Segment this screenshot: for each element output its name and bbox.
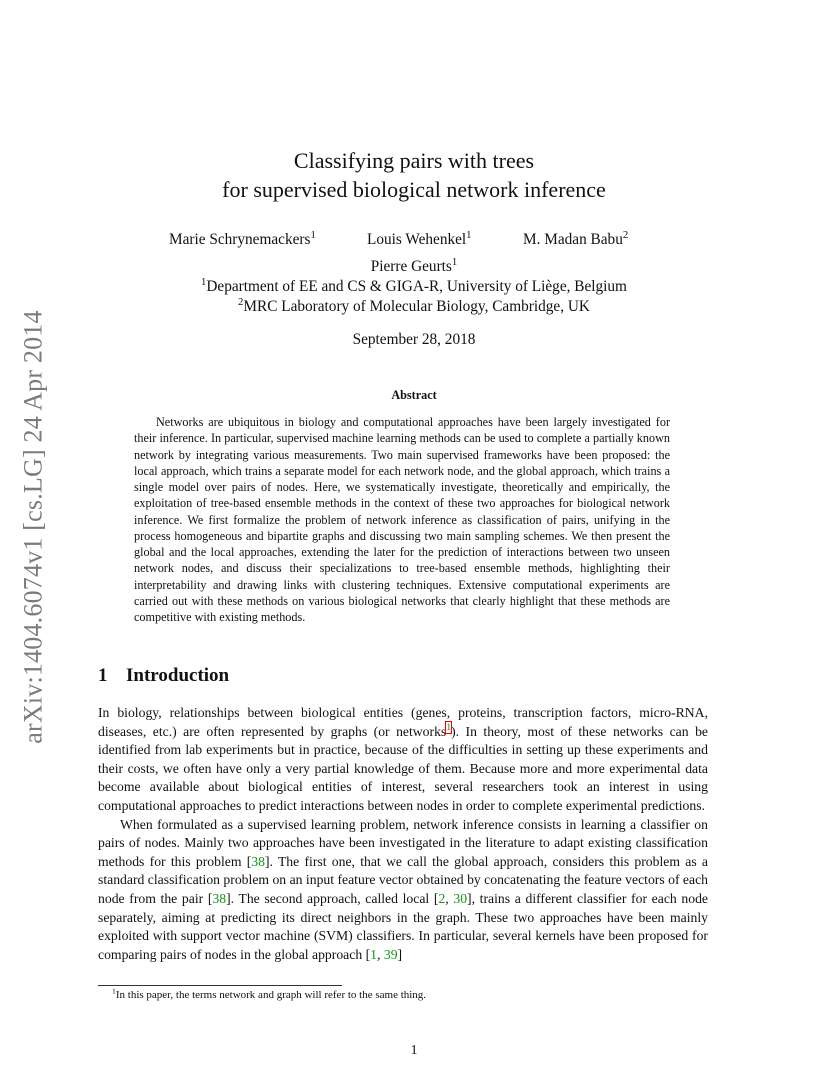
paragraph-1 [98,704,708,816]
citation-link[interactable]: 30 [453,890,468,906]
author-4 [0,257,828,277]
affiliation-2 [0,297,828,317]
section-heading [98,665,229,687]
author-name: Marie Schrynemackers [169,231,311,248]
text-run: ]. The first one, that we call the global approach, considers this problem as a standard classification problem on an input feature vector obtained by concatenating the feature vectors of each node from the pair [ [98,853,708,906]
arxiv-side-stamp [14,292,54,762]
section-title: Introduction [126,665,230,686]
paper-title [0,146,828,204]
author-affil-mark: 1 [310,228,316,241]
author-name: Louis Wehenkel [367,231,467,248]
title-line-2: for supervised biological network inference [222,177,606,202]
text-run: In biology, relationships between biological entities (genes, proteins, transcription factors, micro-RNA, diseases, etc.) are often represented by graphs (or networks [98,705,708,739]
text-run: ] [397,946,403,962]
arxiv-identifier: arXiv:1404.6074v1 [cs.LG] 24 Apr 2014 [19,310,48,744]
footnote-mark: 1 [112,986,116,996]
page-number: 1 [410,1042,418,1057]
paragraph-2: When formulated as a supervised learning problem, network inference consists in learning a classifier on pairs of nodes. Mainly two approaches have been investigated in the literature to adapt existing classification methods for this problem [38]. The first one, that we call the global approach, considers this problem as a standard classification problem on an input feature vector obtained by concatenating the feature vectors of each node from the pair [38]. The second approach, called local [2, 30], trains a different classifier for each node separately, aiming at predicting its direct neighbors in the graph. These two approaches have been mainly exploited with support vector machine (SVM) classifiers. In particular, several kernels have been proposed for comparing pairs of nodes in the global approach [1, 39] [98,816,708,962]
affil-text: MRC Laboratory of Molecular Biology, Cambridge, UK [243,298,590,315]
author-name: M. Madan Babu [523,231,623,248]
section-number: 1 [98,665,108,686]
affil-text: Department of EE and CS & GIGA-R, University of Liège, Belgium [206,278,627,295]
paper-date: September 28, 2018 [352,331,476,348]
author-3 [523,228,629,249]
author-name: Pierre Geurts [370,258,452,275]
citation-link[interactable]: 1 [370,946,377,962]
author-1 [169,228,316,249]
affil-mark: 1 [201,275,207,288]
affiliation-1 [0,277,828,297]
introduction-body [98,704,708,964]
citation-link[interactable]: 39 [383,946,398,962]
author-affil-mark: 2 [622,228,629,241]
footnote-rule [98,985,342,986]
abstract-text: Networks are ubiquitous in biology and computational approaches have been largely investigated for their inference. In particular, supervised machine learning methods can be used to complete a partially known network by integrating various measurements. Two main supervised frameworks have been proposed: the local approach, which trains a separate model for each network node, and the global approach, which trains a single model over pairs of nodes. Here, we systematically investigate, theoretically and empirically, the exploitation of tree-based ensemble methods in the context of these two approaches for biological network inference. We first formalize the problem of network inference as classification of pairs, unifying in the process homogeneous and bipartite graphs and discussing two main sampling schemes. We then present the global and the local approaches, extending the later for the prediction of interactions between two unseen network nodes, and discuss their specializations to tree-based ensemble methods, highlighting their interpretability and drawing links with clustering techniques. Extensive computational experiments are carried out with these methods on various biological networks that clearly highlight that these methods are competitive with existing methods. [134,415,670,624]
footnote-text: In this paper, the terms network and graph will refer to the same thing. [115,989,427,1001]
author-2 [367,228,472,249]
affil-mark: 2 [238,295,244,308]
author-affil-mark: 1 [466,228,472,241]
text-run: When formulated as a supervised learning problem, network inference consists in learning a classifier on pairs of nodes. Mainly two approaches have been investigated in the literature to adapt existing classification methods for this problem [ [98,816,708,869]
citation-link[interactable]: 38 [251,853,265,869]
text-run: ). In theory, most of these networks can be identified from lab experiments but in practice, because of the difficulties in setting up these experiments and their costs, we often have only a very partial knowledge of them. Because more and more experimental data become available about biological entities of interest, several researchers took an interest in using computational approaches to predict interactions between nodes in order to complete experimental predictions. [98,723,709,813]
abstract-body [134,414,670,625]
footnote-link[interactable]: 1 [446,722,452,734]
citation-link[interactable]: 2 [438,890,446,906]
text-run: ]. The second approach, called local [ [226,890,439,906]
text-run: ], trains a different classifier for each node separately, aiming at predicting its direct neighbors in the graph. These two approaches have been mainly exploited with support vector machine (SVM) classifiers. In particular, several kernels have been proposed for comparing pairs of nodes in the global approach [ [98,890,708,962]
title-line-1: Classifying pairs with trees [293,148,535,173]
author-affil-mark: 1 [451,255,458,268]
affiliations [0,257,828,317]
citation-link[interactable]: 38 [212,890,227,906]
footnote [112,986,427,1001]
abstract-heading: Abstract [391,388,437,402]
